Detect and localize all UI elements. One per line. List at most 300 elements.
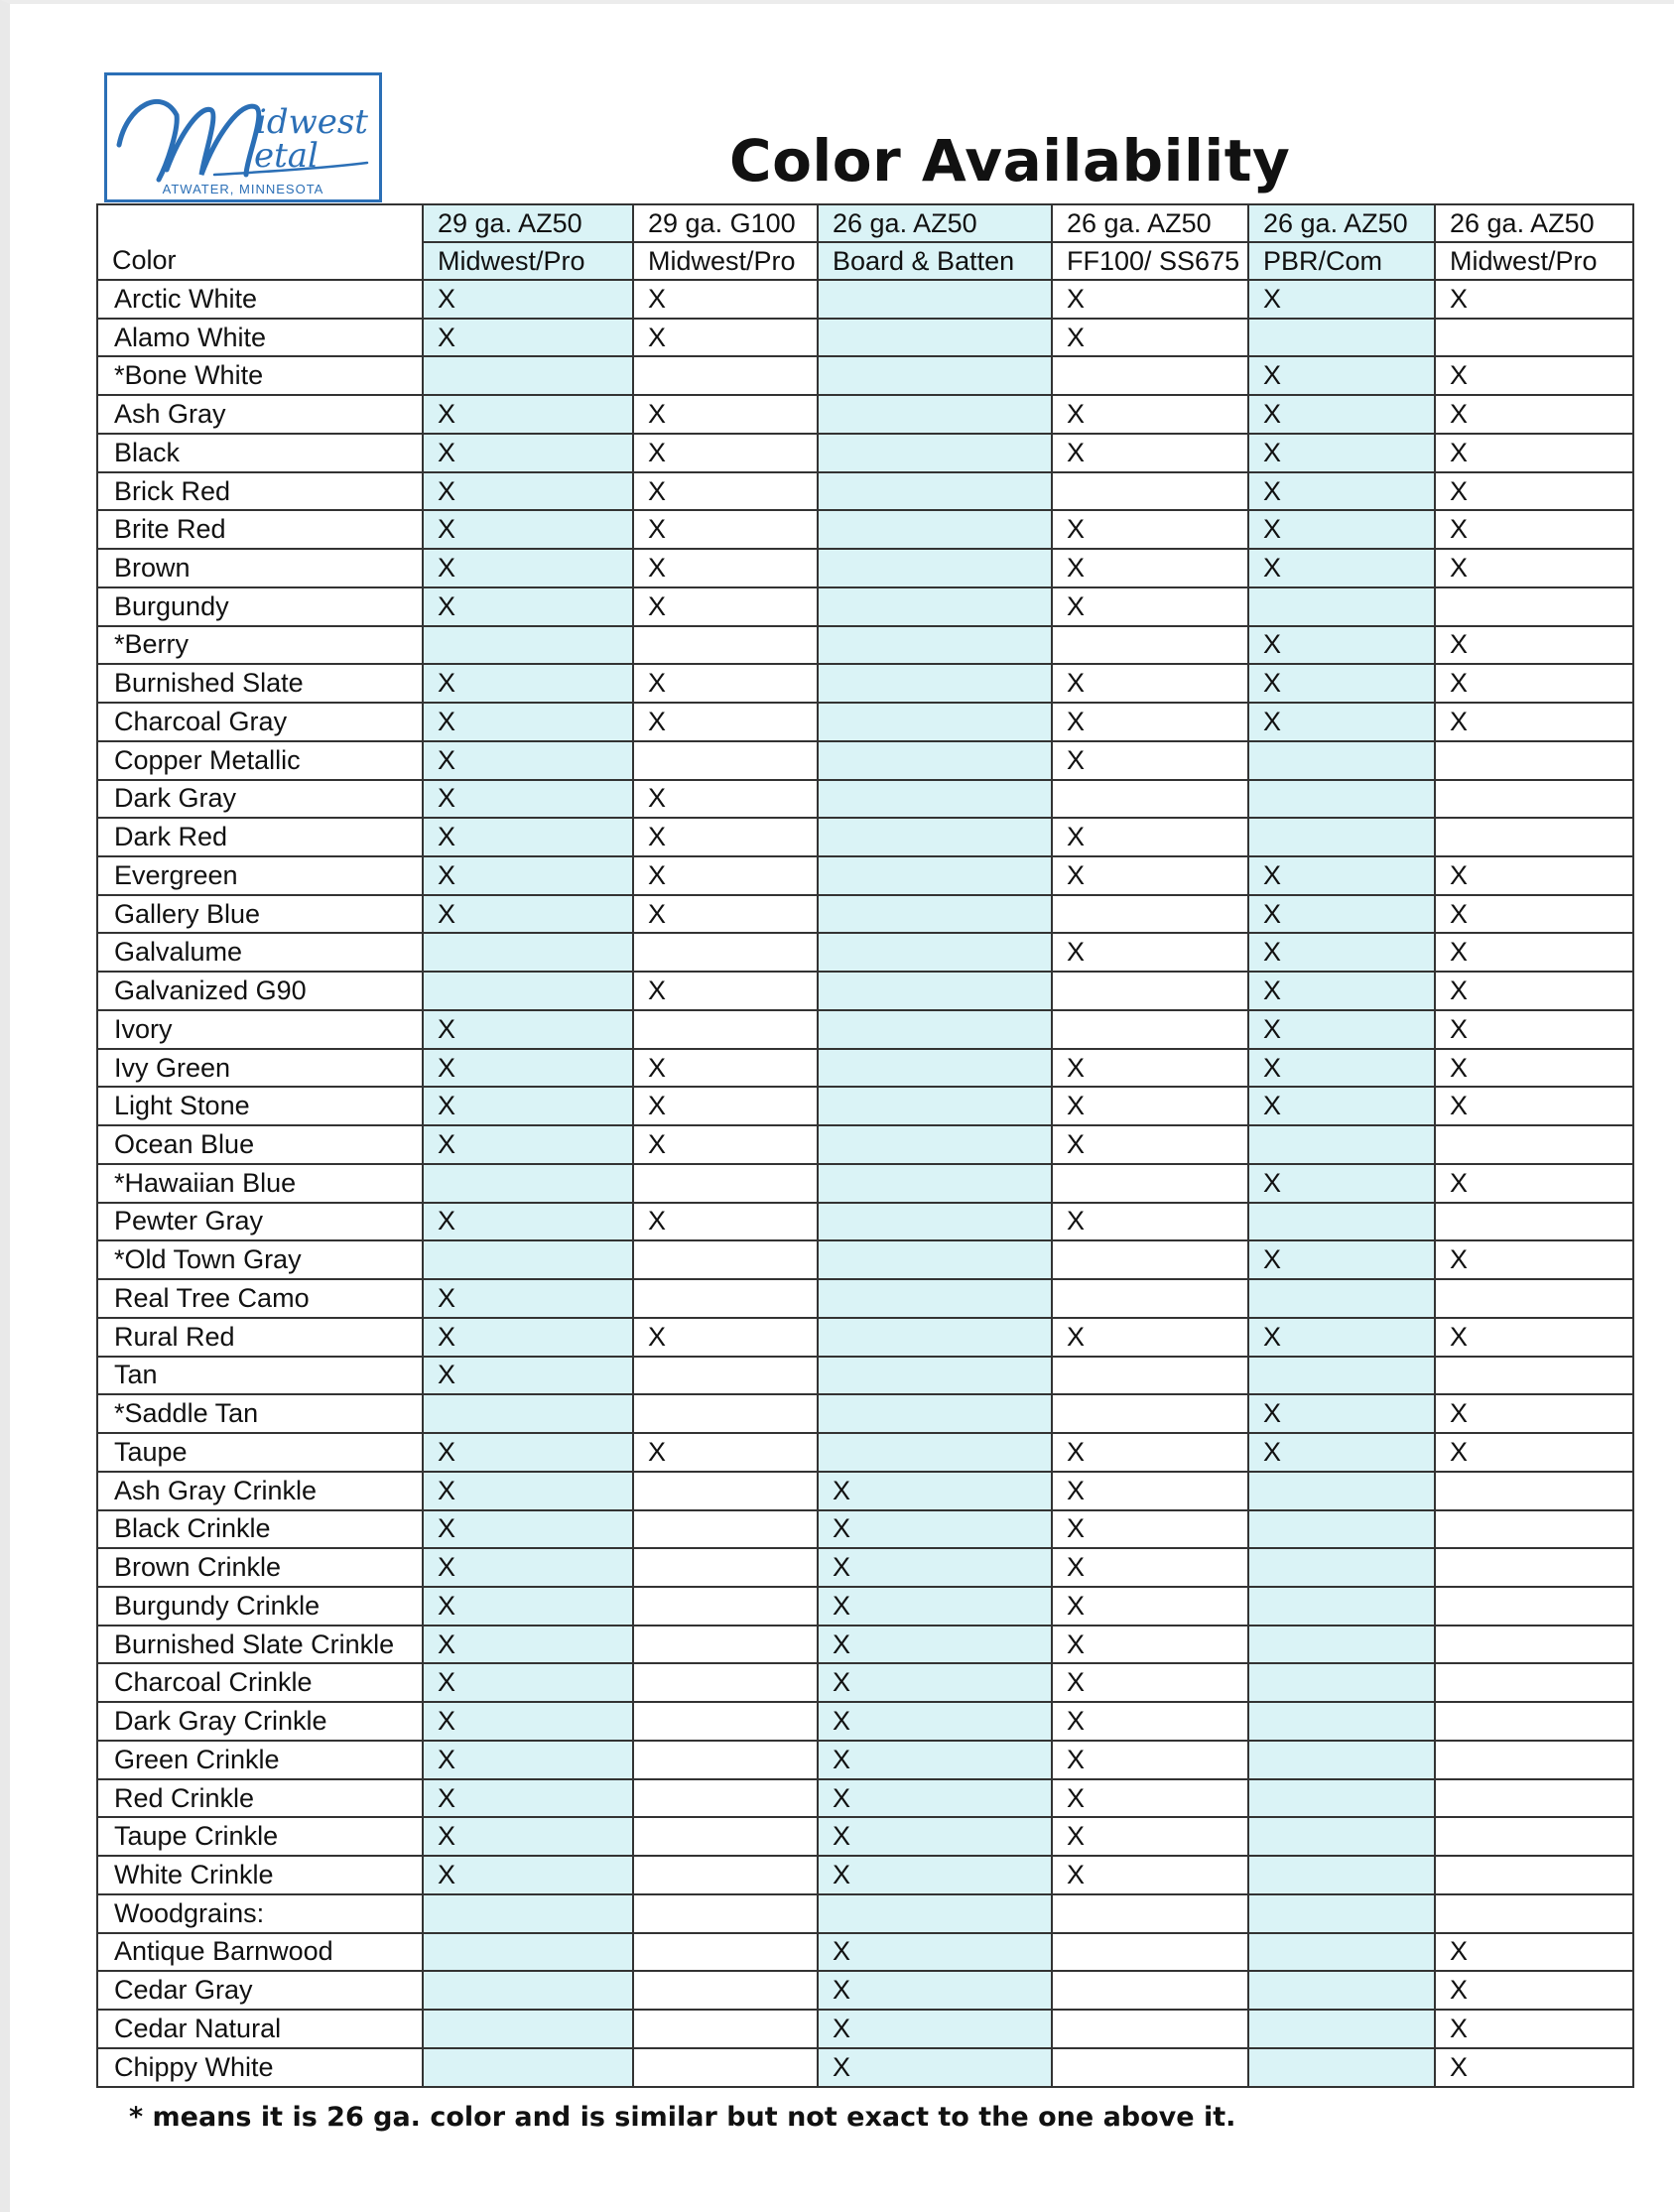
availability-cell xyxy=(1435,1472,1633,1510)
availability-cell xyxy=(818,1203,1052,1241)
color-name-cell: Galvalume xyxy=(97,933,423,972)
table-row xyxy=(97,1433,1633,1472)
availability-cell xyxy=(1435,319,1633,357)
availability-cell: X xyxy=(1052,1203,1248,1241)
availability-cell: X xyxy=(1248,1394,1435,1433)
availability-cell xyxy=(423,972,633,1010)
availability-cell: X xyxy=(818,1510,1052,1549)
availability-cell: X xyxy=(423,1318,633,1357)
availability-cell: X xyxy=(1052,1049,1248,1088)
availability-cell: X xyxy=(633,1433,818,1472)
availability-cell xyxy=(633,1894,818,1933)
availability-cell xyxy=(818,1240,1052,1279)
availability-cell: X xyxy=(1052,587,1248,626)
availability-cell: X xyxy=(633,472,818,511)
availability-cell: X xyxy=(818,1741,1052,1779)
availability-cell xyxy=(1052,972,1248,1010)
header-color-label: Color xyxy=(97,242,423,280)
availability-cell: X xyxy=(633,972,818,1010)
availability-cell xyxy=(818,395,1052,434)
availability-cell xyxy=(1052,1279,1248,1318)
table-row xyxy=(97,1087,1633,1125)
color-name-cell: Burgundy xyxy=(97,587,423,626)
color-name-cell: Brick Red xyxy=(97,472,423,511)
availability-cell: X xyxy=(423,1626,633,1664)
color-name-cell: Brown Crinkle xyxy=(97,1548,423,1587)
availability-cell: X xyxy=(1435,972,1633,1010)
availability-cell: X xyxy=(1435,472,1633,511)
availability-cell: X xyxy=(1435,933,1633,972)
availability-cell xyxy=(1052,472,1248,511)
availability-cell xyxy=(1435,1279,1633,1318)
availability-cell: X xyxy=(1052,1548,1248,1587)
availability-cell: X xyxy=(423,395,633,434)
availability-cell xyxy=(633,1510,818,1549)
table-row xyxy=(97,1933,1633,1972)
availability-cell: X xyxy=(423,664,633,703)
availability-cell xyxy=(633,1779,818,1818)
availability-cell xyxy=(423,1971,633,2010)
column-header: 26 ga. AZ50 xyxy=(818,204,1052,242)
availability-cell xyxy=(633,933,818,972)
color-name-cell: Ash Gray xyxy=(97,395,423,434)
availability-cell xyxy=(818,895,1052,934)
availability-cell xyxy=(1248,1933,1435,1972)
availability-cell xyxy=(818,856,1052,895)
availability-cell: X xyxy=(633,1087,818,1125)
availability-cell xyxy=(1435,1626,1633,1664)
availability-cell: X xyxy=(1052,818,1248,856)
availability-cell: X xyxy=(1248,895,1435,934)
availability-cell xyxy=(1052,1010,1248,1049)
availability-cell: X xyxy=(633,549,818,587)
footnote: * means it is 26 ga. color and is similar but not exact to the one above it. xyxy=(129,2102,1236,2133)
availability-cell xyxy=(1052,1394,1248,1433)
availability-cell: X xyxy=(633,319,818,357)
availability-cell xyxy=(818,1894,1052,1933)
column-header: 26 ga. AZ50 xyxy=(1435,204,1633,242)
midwest-metal-logo xyxy=(104,72,382,202)
availability-cell: X xyxy=(423,587,633,626)
availability-cell: X xyxy=(633,1318,818,1357)
availability-cell xyxy=(818,972,1052,1010)
availability-cell xyxy=(423,933,633,972)
availability-cell xyxy=(633,626,818,665)
availability-cell xyxy=(1248,1587,1435,1626)
availability-cell xyxy=(1435,1779,1633,1818)
availability-cell: X xyxy=(423,1010,633,1049)
color-name-cell: Cedar Gray xyxy=(97,1971,423,2010)
availability-cell: X xyxy=(1052,856,1248,895)
availability-cell: X xyxy=(423,472,633,511)
color-name-cell: Copper Metallic xyxy=(97,741,423,780)
table-row xyxy=(97,1741,1633,1779)
availability-cell xyxy=(1435,1587,1633,1626)
color-name-cell: Alamo White xyxy=(97,319,423,357)
availability-cell xyxy=(1435,818,1633,856)
availability-cell: X xyxy=(423,1049,633,1088)
table-row xyxy=(97,1279,1633,1318)
color-name-cell: *Old Town Gray xyxy=(97,1240,423,1279)
color-name-cell: Rural Red xyxy=(97,1318,423,1357)
availability-cell xyxy=(818,1087,1052,1125)
availability-cell xyxy=(1052,2048,1248,2087)
availability-cell xyxy=(633,1164,818,1203)
column-header: 29 ga. G100 xyxy=(633,204,818,242)
availability-cell xyxy=(423,1894,633,1933)
availability-cell: X xyxy=(1248,703,1435,741)
table-row xyxy=(97,1357,1633,1395)
availability-cell: X xyxy=(818,1626,1052,1664)
availability-cell: X xyxy=(423,1472,633,1510)
availability-cell xyxy=(818,741,1052,780)
availability-cell: X xyxy=(1248,472,1435,511)
color-availability-table xyxy=(96,203,1634,2088)
table-row xyxy=(97,1472,1633,1510)
availability-cell xyxy=(818,780,1052,819)
availability-cell: X xyxy=(633,1125,818,1164)
table-row xyxy=(97,664,1633,703)
availability-cell: X xyxy=(633,280,818,319)
availability-cell: X xyxy=(1052,1087,1248,1125)
color-name-cell: Real Tree Camo xyxy=(97,1279,423,1318)
color-name-cell: Charcoal Crinkle xyxy=(97,1663,423,1702)
table-row xyxy=(97,1817,1633,1856)
table-row xyxy=(97,549,1633,587)
availability-cell: X xyxy=(1248,510,1435,549)
availability-cell xyxy=(423,1164,633,1203)
table-row xyxy=(97,895,1633,934)
color-name-cell: Black xyxy=(97,434,423,472)
availability-cell xyxy=(633,741,818,780)
column-header: Midwest/Pro xyxy=(633,242,818,280)
table-row xyxy=(97,780,1633,819)
availability-cell: X xyxy=(1435,664,1633,703)
availability-cell: X xyxy=(1052,434,1248,472)
color-name-cell: Taupe Crinkle xyxy=(97,1817,423,1856)
availability-cell xyxy=(818,626,1052,665)
table-row xyxy=(97,1626,1633,1664)
color-name-cell: Tan xyxy=(97,1357,423,1395)
availability-cell: X xyxy=(818,1856,1052,1894)
availability-cell: X xyxy=(1052,1587,1248,1626)
availability-cell: X xyxy=(1052,703,1248,741)
availability-cell: X xyxy=(1052,1856,1248,1894)
availability-cell: X xyxy=(1248,856,1435,895)
availability-cell: X xyxy=(423,856,633,895)
header-row-product xyxy=(97,242,1633,280)
availability-cell: X xyxy=(423,434,633,472)
availability-cell: X xyxy=(1435,626,1633,665)
availability-cell xyxy=(633,1279,818,1318)
table-header xyxy=(97,204,1633,280)
availability-cell xyxy=(1248,1856,1435,1894)
color-name-cell: Burnished Slate xyxy=(97,664,423,703)
color-name-cell: Antique Barnwood xyxy=(97,1933,423,1972)
color-name-cell: Ash Gray Crinkle xyxy=(97,1472,423,1510)
color-name-cell: Dark Gray Crinkle xyxy=(97,1702,423,1741)
availability-cell xyxy=(1248,1626,1435,1664)
availability-cell: X xyxy=(1435,1087,1633,1125)
color-name-cell: *Bone White xyxy=(97,356,423,395)
availability-cell xyxy=(818,1125,1052,1164)
color-name-cell: Cedar Natural xyxy=(97,2010,423,2048)
color-name-cell: Ocean Blue xyxy=(97,1125,423,1164)
availability-cell: X xyxy=(1248,972,1435,1010)
availability-cell: X xyxy=(1435,1933,1633,1972)
availability-cell: X xyxy=(423,895,633,934)
table-row xyxy=(97,510,1633,549)
availability-cell: X xyxy=(1435,895,1633,934)
availability-cell: X xyxy=(1435,2010,1633,2048)
table-row xyxy=(97,856,1633,895)
availability-cell xyxy=(1435,1548,1633,1587)
availability-cell: X xyxy=(818,1702,1052,1741)
availability-cell xyxy=(1052,1240,1248,1279)
availability-cell: X xyxy=(1248,1049,1435,1088)
availability-cell: X xyxy=(1435,1164,1633,1203)
table-row xyxy=(97,280,1633,319)
availability-cell xyxy=(1435,1856,1633,1894)
column-header: FF100/ SS675 xyxy=(1052,242,1248,280)
availability-cell: X xyxy=(633,818,818,856)
availability-cell: X xyxy=(423,1279,633,1318)
column-header: 26 ga. AZ50 xyxy=(1052,204,1248,242)
availability-cell: X xyxy=(818,1779,1052,1818)
color-name-cell: Taupe xyxy=(97,1433,423,1472)
availability-cell xyxy=(1248,1510,1435,1549)
color-name-cell: White Crinkle xyxy=(97,1856,423,1894)
availability-cell: X xyxy=(1435,1433,1633,1472)
availability-cell xyxy=(633,1741,818,1779)
table-row xyxy=(97,1240,1633,1279)
availability-cell xyxy=(818,1049,1052,1088)
availability-cell: X xyxy=(1435,356,1633,395)
availability-cell xyxy=(1435,741,1633,780)
color-name-cell: Dark Red xyxy=(97,818,423,856)
table-row xyxy=(97,1548,1633,1587)
availability-cell xyxy=(633,1240,818,1279)
availability-cell xyxy=(1435,1741,1633,1779)
availability-cell: X xyxy=(423,1663,633,1702)
availability-cell: X xyxy=(1052,1817,1248,1856)
availability-cell xyxy=(818,319,1052,357)
availability-cell xyxy=(1435,1510,1633,1549)
availability-cell: X xyxy=(423,319,633,357)
availability-cell: X xyxy=(423,703,633,741)
availability-cell xyxy=(1435,587,1633,626)
availability-cell xyxy=(1052,356,1248,395)
availability-cell xyxy=(1435,1203,1633,1241)
availability-cell: X xyxy=(633,703,818,741)
table-row xyxy=(97,1318,1633,1357)
logo-line1: idwest xyxy=(256,102,368,142)
color-name-cell: Pewter Gray xyxy=(97,1203,423,1241)
availability-cell xyxy=(818,1357,1052,1395)
table-row xyxy=(97,1510,1633,1549)
availability-cell xyxy=(633,1856,818,1894)
availability-cell xyxy=(633,2048,818,2087)
availability-cell xyxy=(818,703,1052,741)
table-row xyxy=(97,1894,1633,1933)
availability-cell: X xyxy=(1248,434,1435,472)
availability-cell: X xyxy=(1435,1010,1633,1049)
availability-cell: X xyxy=(1435,395,1633,434)
availability-cell xyxy=(633,356,818,395)
column-header: Board & Batten xyxy=(818,242,1052,280)
availability-cell: X xyxy=(423,741,633,780)
availability-cell xyxy=(818,1433,1052,1472)
availability-cell xyxy=(1052,626,1248,665)
availability-cell: X xyxy=(1248,1010,1435,1049)
availability-cell: X xyxy=(818,1971,1052,2010)
availability-cell xyxy=(1435,1817,1633,1856)
availability-cell xyxy=(818,510,1052,549)
availability-cell: X xyxy=(1435,549,1633,587)
availability-cell xyxy=(1052,1933,1248,1972)
availability-cell xyxy=(1052,1357,1248,1395)
availability-cell: X xyxy=(1435,703,1633,741)
color-name-cell: *Saddle Tan xyxy=(97,1394,423,1433)
logo-location: ATWATER, MINNESOTA xyxy=(162,182,324,196)
table-row xyxy=(97,933,1633,972)
table-row xyxy=(97,472,1633,511)
availability-cell xyxy=(818,356,1052,395)
availability-cell xyxy=(1248,1663,1435,1702)
table-row xyxy=(97,587,1633,626)
color-name-cell: Brite Red xyxy=(97,510,423,549)
table-row xyxy=(97,1049,1633,1088)
availability-cell xyxy=(1248,2048,1435,2087)
availability-cell: X xyxy=(1052,1318,1248,1357)
availability-cell xyxy=(1248,1279,1435,1318)
availability-cell xyxy=(1435,1702,1633,1741)
availability-cell: X xyxy=(423,1856,633,1894)
availability-cell: X xyxy=(1248,356,1435,395)
table-row xyxy=(97,626,1633,665)
availability-cell xyxy=(1052,1894,1248,1933)
availability-cell xyxy=(423,2048,633,2087)
availability-cell xyxy=(818,472,1052,511)
availability-cell: X xyxy=(633,664,818,703)
color-name-cell: Dark Gray xyxy=(97,780,423,819)
availability-cell: X xyxy=(1052,549,1248,587)
availability-cell: X xyxy=(818,1587,1052,1626)
availability-cell: X xyxy=(633,587,818,626)
availability-cell xyxy=(818,1164,1052,1203)
availability-cell: X xyxy=(633,434,818,472)
availability-cell: X xyxy=(1248,395,1435,434)
column-header: 26 ga. AZ50 xyxy=(1248,204,1435,242)
column-header: Midwest/Pro xyxy=(423,242,633,280)
availability-cell xyxy=(1248,587,1435,626)
availability-cell: X xyxy=(1052,1663,1248,1702)
availability-cell: X xyxy=(1052,1741,1248,1779)
availability-cell xyxy=(818,280,1052,319)
color-name-cell: Light Stone xyxy=(97,1087,423,1125)
color-name-cell: Arctic White xyxy=(97,280,423,319)
availability-cell: X xyxy=(633,895,818,934)
availability-cell xyxy=(423,1394,633,1433)
availability-cell: X xyxy=(423,1741,633,1779)
table-row xyxy=(97,356,1633,395)
color-name-cell: Evergreen xyxy=(97,856,423,895)
availability-cell: X xyxy=(818,1548,1052,1587)
table-body xyxy=(97,280,1633,2087)
color-name-cell: Ivy Green xyxy=(97,1049,423,1088)
availability-cell xyxy=(423,1240,633,1279)
availability-cell xyxy=(1052,1164,1248,1203)
availability-cell xyxy=(1248,818,1435,856)
availability-cell: X xyxy=(1248,933,1435,972)
availability-cell xyxy=(818,549,1052,587)
availability-cell: X xyxy=(423,818,633,856)
availability-cell xyxy=(1248,1702,1435,1741)
availability-cell xyxy=(818,818,1052,856)
availability-cell: X xyxy=(423,780,633,819)
availability-cell: X xyxy=(1248,626,1435,665)
table-row xyxy=(97,1394,1633,1433)
availability-cell: X xyxy=(1435,1971,1633,2010)
column-header: 29 ga. AZ50 xyxy=(423,204,633,242)
availability-cell: X xyxy=(818,1817,1052,1856)
availability-cell xyxy=(633,1548,818,1587)
availability-cell xyxy=(1248,2010,1435,2048)
availability-cell xyxy=(1052,1971,1248,2010)
table-row xyxy=(97,972,1633,1010)
availability-cell: X xyxy=(818,1933,1052,1972)
availability-cell: X xyxy=(1052,1779,1248,1818)
availability-cell xyxy=(1435,780,1633,819)
table-row xyxy=(97,1663,1633,1702)
availability-cell xyxy=(633,1472,818,1510)
availability-cell xyxy=(818,587,1052,626)
table-row xyxy=(97,1010,1633,1049)
availability-cell: X xyxy=(633,856,818,895)
color-name-cell: *Hawaiian Blue xyxy=(97,1164,423,1203)
availability-cell xyxy=(1248,1817,1435,1856)
availability-cell xyxy=(633,1933,818,1972)
table-row xyxy=(97,434,1633,472)
availability-cell xyxy=(633,2010,818,2048)
availability-cell: X xyxy=(423,1510,633,1549)
availability-cell: X xyxy=(1248,1240,1435,1279)
availability-cell: X xyxy=(1052,1472,1248,1510)
availability-cell xyxy=(423,1933,633,1972)
availability-cell xyxy=(633,1394,818,1433)
availability-cell: X xyxy=(1052,664,1248,703)
color-name-cell: Galvanized G90 xyxy=(97,972,423,1010)
table-row xyxy=(97,1587,1633,1626)
availability-cell: X xyxy=(1248,1087,1435,1125)
availability-cell: X xyxy=(818,2048,1052,2087)
availability-cell xyxy=(633,1357,818,1395)
availability-cell xyxy=(423,626,633,665)
availability-cell: X xyxy=(423,1087,633,1125)
availability-cell: X xyxy=(818,2010,1052,2048)
availability-cell xyxy=(818,1279,1052,1318)
availability-cell: X xyxy=(1052,741,1248,780)
availability-cell: X xyxy=(1052,1125,1248,1164)
availability-cell: X xyxy=(1248,280,1435,319)
availability-cell: X xyxy=(423,1203,633,1241)
availability-cell: X xyxy=(633,780,818,819)
availability-cell xyxy=(818,664,1052,703)
table-row xyxy=(97,1203,1633,1241)
availability-cell: X xyxy=(1052,319,1248,357)
availability-cell xyxy=(1435,1125,1633,1164)
availability-cell xyxy=(1248,319,1435,357)
